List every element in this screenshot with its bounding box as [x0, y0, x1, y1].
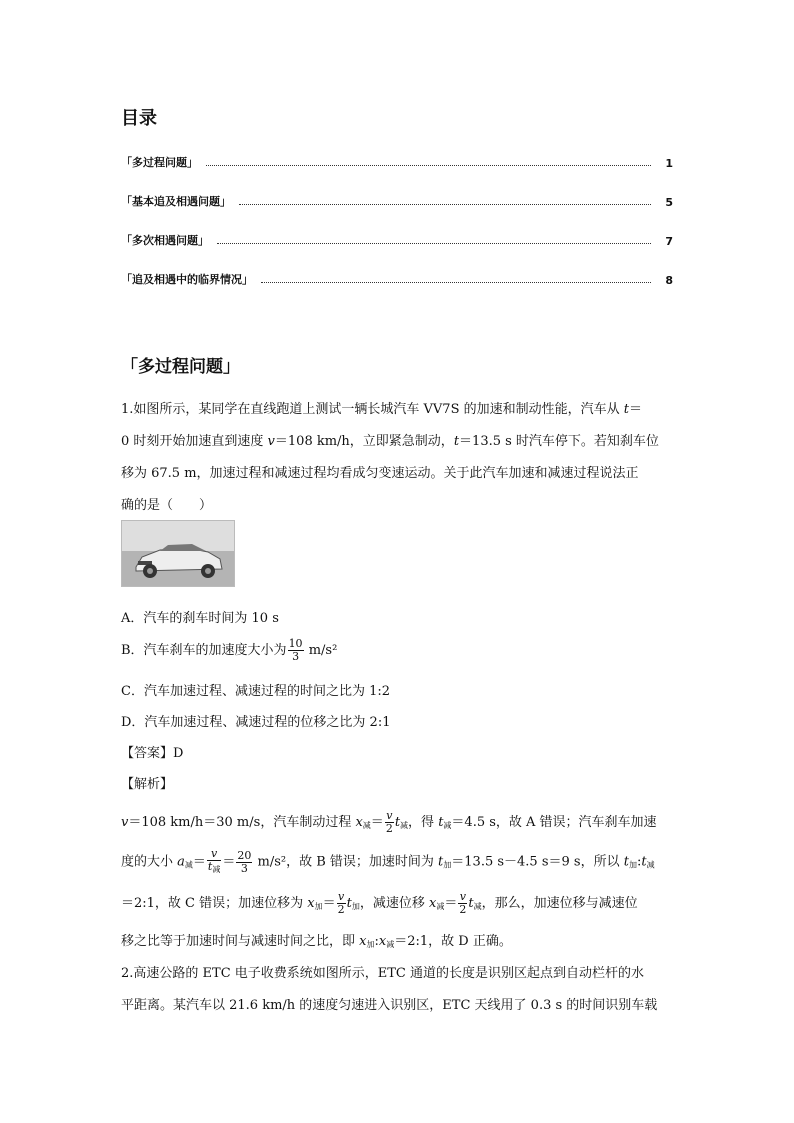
option-b[interactable]: B．汽车刹车的加速度大小为 $\frac{10}{3}$ m/s² — [121, 637, 338, 663]
solution-line-2: 度的大小 $a_减=$ $\frac{v}{t_减}$ ＝ $\frac{20}{3}$ m/s²，故 B 错误；加速时间为 $t_加=13.5$ s－4.5 s＝9 s，所以 $t_加:t_减$ — [121, 847, 655, 875]
analysis-label: 【解析】 — [121, 777, 174, 792]
car-photo — [121, 520, 235, 587]
option-c[interactable]: C．汽车加速过程、减速过程的时间之比为 1:2 — [121, 684, 391, 699]
q1-line-3: 移为 67.5 m，加速过程和减速过程均看成匀变速运动。关于此汽车加速和减速过程说法正 — [121, 466, 639, 481]
q2-line-1: 2.高速公路的 ETC 电子收费系统如图所示，ETC 通道的长度是识别区起点到自动栏杆的水 — [121, 966, 645, 981]
toc-item-label: 「基本追及相遇问题」 — [121, 195, 231, 208]
toc-title: 目录 — [121, 108, 157, 129]
q1-line-1: 1.如图所示，某同学在直线跑道上测试一辆长城汽车 VV7S 的加速和制动性能，汽车从 t＝ — [121, 402, 643, 417]
option-d[interactable]: D．汽车加速过程、减速过程的位移之比为 2:1 — [121, 715, 391, 730]
toc-item-label: 「多次相遇问题」 — [121, 234, 209, 247]
toc-item-page: 1 — [665, 157, 673, 170]
toc-item-label: 「追及相遇中的临界情况」 — [121, 273, 253, 286]
section-title: 「多过程问题」 — [121, 357, 240, 377]
q1-line-4: 确的是（ ） — [121, 498, 213, 513]
answer-label: 【答案】D — [121, 746, 184, 761]
q2-line-2: 平距离。某汽车以 21.6 km/h 的速度匀速进入识别区，ETC 天线用了 0.3 s 的时间识别车载 — [121, 998, 658, 1013]
q1-line-2: 0 时刻开始加速直到速度 v＝108 km/h，立即紧急制动，t＝13.5 s 时汽车停下。若知刹车位 — [121, 434, 659, 449]
solution-line-4: 移之比等于加速时间与减速时间之比，即 $x_加:x_减=2:1$，故 D 正确。 — [121, 934, 512, 949]
toc-item-4[interactable] — [121, 269, 673, 287]
toc-item-page: 5 — [665, 196, 673, 209]
solution-line-1: v＝108 km/h＝30 m/s，汽车制动过程 $x_减=$ $\frac{v}{2}$ $t_减$，得 $t_减=4.5$ s，故 A 错误；汽车刹车加速 — [121, 809, 657, 835]
toc-leader-dots — [239, 204, 651, 205]
fraction: $\frac{10}{3}$ — [288, 637, 303, 663]
toc-leader-dots — [217, 243, 651, 244]
option-a[interactable]: A．汽车的刹车时间为 10 s — [121, 611, 279, 626]
toc-item-2[interactable] — [121, 191, 673, 209]
toc-item-page: 7 — [665, 235, 673, 248]
toc-item-1[interactable] — [121, 152, 673, 170]
car-illustration-icon — [122, 521, 234, 586]
toc-leader-dots — [206, 165, 651, 166]
toc-item-3[interactable] — [121, 230, 673, 248]
toc-item-page: 8 — [665, 274, 673, 287]
toc-item-label: 「多过程问题」 — [121, 156, 198, 169]
solution-line-3: ＝2:1，故 C 错误；加速位移为 $x_加=$ $\frac{v}{2}$ $t_加$，减速位移 $x_减=$ $\frac{v}{2}$ $t_减$，那么，加速位移与减速位 — [121, 890, 638, 916]
toc-leader-dots — [261, 282, 651, 283]
